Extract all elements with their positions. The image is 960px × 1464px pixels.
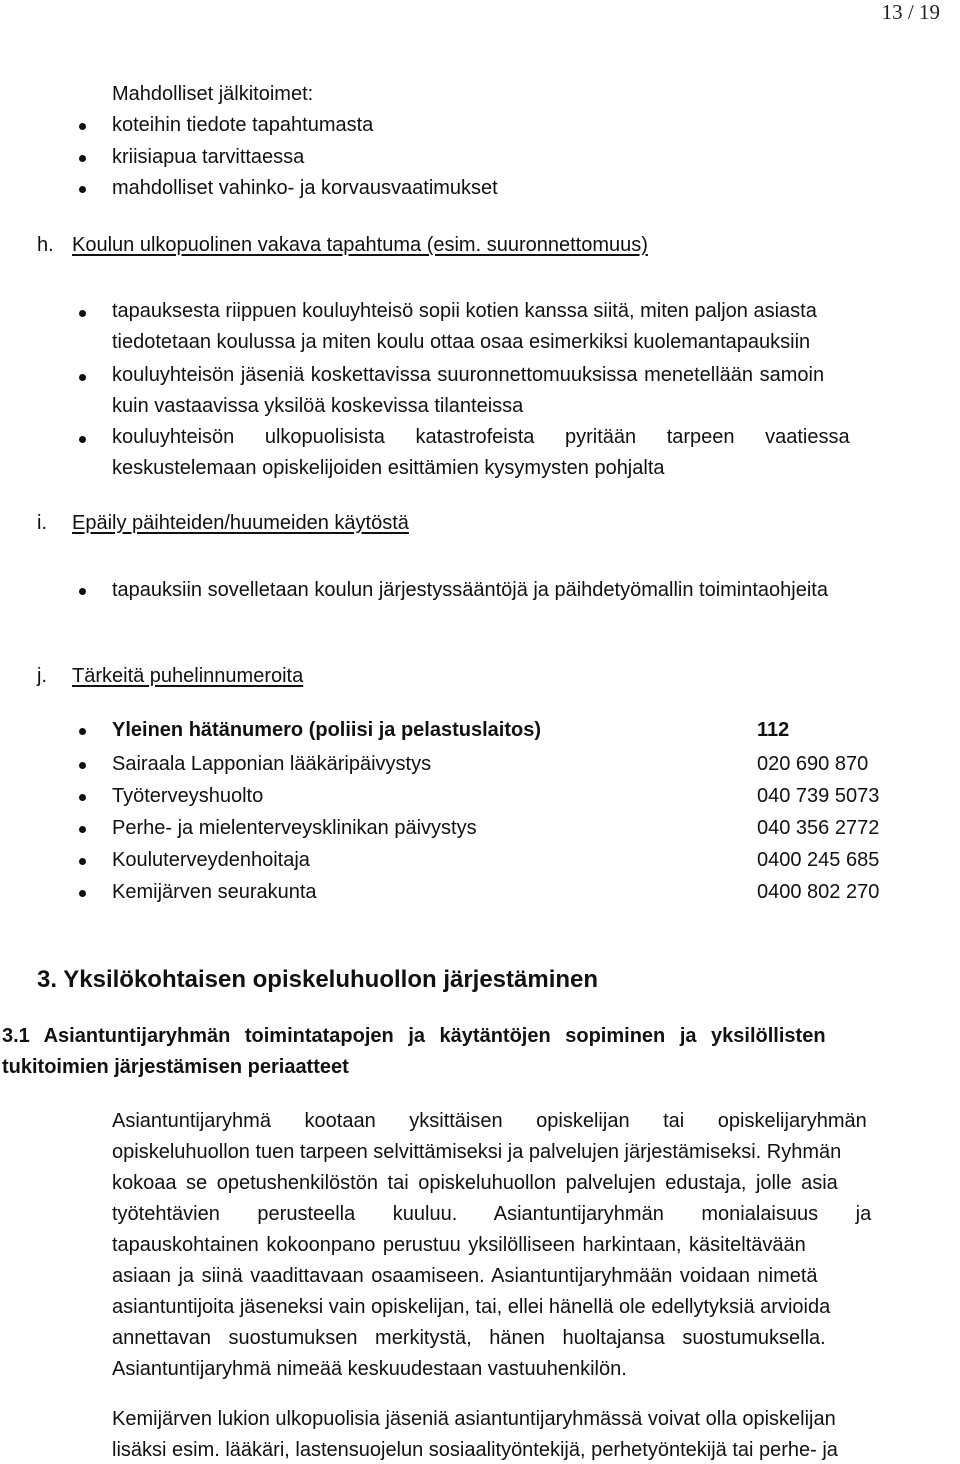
list-item: kriisiapua tarvittaessa (112, 146, 305, 168)
list-item-line: kouluyhteisön ulkopuolisista katastrofeista pyritään tarpeen vaatiessa (112, 426, 850, 448)
section-i-title: Epäily päihteiden/huumeiden käytöstä (72, 512, 409, 534)
section-3-1-heading (2, 1024, 957, 1084)
list-item-line: tiedotetaan koulussa ja miten koulu ottaa osaa esimerkiksi kuolemantapauksiin (112, 331, 811, 353)
list-item-line: keskustelemaan opiskelijoiden esittämien kysymysten pohjalta (112, 457, 665, 479)
paragraph-1 (112, 1109, 958, 1399)
section-h-letter: h. (37, 234, 54, 256)
phone-name: Sairaala Lapponian lääkäripäivystys (112, 753, 432, 775)
paragraph-2 (112, 1407, 958, 1464)
phone-number: 040 356 2772 (757, 817, 880, 839)
page-number: 13 / 19 (881, 0, 940, 24)
paragraph-line: työtehtävien perusteella kuuluu. Asiantuntijaryhmän monialaisuus ja (112, 1203, 872, 1225)
heading-line: 3.1 Asiantuntijaryhmän toimintatapojen ja käytäntöjen sopiminen ja yksilöllisten (2, 1025, 826, 1047)
bullet-icon (79, 762, 86, 769)
bullet-icon (79, 794, 86, 801)
phone-number: 040 739 5073 (757, 785, 880, 807)
bullet-icon (79, 728, 86, 735)
paragraph-line: tapauskohtainen kokoonpano perustuu yksilölliseen harkintaan, käsiteltävään (112, 1234, 806, 1256)
heading-line: tukitoimien järjestämisen periaatteet (2, 1056, 349, 1078)
section-j-title: Tärkeitä puhelinnumeroita (72, 665, 304, 687)
section-3-heading: 3. Yksilökohtaisen opiskeluhuollon järjestäminen (37, 966, 599, 993)
bullet-icon (79, 186, 86, 193)
paragraph-line: opiskeluhuollon tuen tarpeen selvittämiseksi ja palvelujen järjestämiseksi. Ryhmän (112, 1141, 842, 1163)
paragraph-line: Asiantuntijaryhmä kootaan yksittäisen opiskelijan tai opiskelijaryhmän (112, 1110, 867, 1132)
list-item: koteihin tiedote tapahtumasta (112, 114, 374, 136)
bullet-icon (79, 890, 86, 897)
list-item (112, 363, 957, 423)
paragraph-line: asiantuntijoita jäseneksi vain opiskelijan, tai, ellei hänellä ole edellytyksiä arvioida (112, 1296, 831, 1318)
list-item-line: kuin vastaavissa yksilöä koskevissa tilanteissa (112, 395, 524, 417)
paragraph-line: annettavan suostumuksen merkitystä, hänen huoltajansa suostumuksella. (112, 1327, 826, 1349)
list-item-line: kouluyhteisön jäseniä koskettavissa suuronnettomuuksissa menetellään samoin (112, 364, 825, 386)
list-item (112, 425, 957, 485)
bullet-icon (79, 374, 86, 381)
paragraph-line: lisäksi esim. lääkäri, lastensuojelun sosiaalityöntekijä, perhetyöntekijä tai perhe- ja (112, 1439, 838, 1461)
bullet-icon (79, 858, 86, 865)
phone-name: Kemijärven seurakunta (112, 881, 317, 903)
phone-number: 112 (757, 719, 790, 741)
list-item (112, 299, 957, 359)
bullet-icon (79, 155, 86, 162)
bullet-icon (79, 436, 86, 443)
phone-name: Kouluterveydenhoitaja (112, 849, 310, 871)
bullet-icon (79, 123, 86, 130)
paragraph-line: kokoaa se opetushenkilöstön tai opiskeluhuollon palvelujen edustaja, jolle asia (112, 1172, 838, 1194)
list-item-line: tapauksesta riippuen kouluyhteisö sopii kotien kanssa siitä, miten paljon asiasta (112, 300, 817, 322)
list-item: mahdolliset vahinko- ja korvausvaatimukset (112, 177, 498, 199)
followup-heading: Mahdolliset jälkitoimet: (112, 83, 314, 105)
bullet-icon (79, 588, 86, 595)
bullet-icon (79, 826, 86, 833)
paragraph-line: Asiantuntijaryhmä nimeää keskuudestaan vastuuhenkilön. (112, 1358, 627, 1380)
section-h-title: Koulun ulkopuolinen vakava tapahtuma (esim. suuronnettomuus) (72, 234, 648, 256)
phone-name: Yleinen hätänumero (poliisi ja pelastuslaitos) (112, 719, 541, 741)
bullet-icon (79, 310, 86, 317)
list-item: tapauksiin sovelletaan koulun järjestyssääntöjä ja päihdetyömallin toimintaohjeita (112, 579, 828, 601)
paragraph-line: Kemijärven lukion ulkopuolisia jäseniä asiantuntijaryhmässä voivat olla opiskelijan (112, 1408, 836, 1430)
phone-number: 020 690 870 (757, 753, 869, 775)
section-j-letter: j. (37, 665, 47, 687)
phone-number: 0400 802 270 (757, 881, 880, 903)
phone-number: 0400 245 685 (757, 849, 880, 871)
phone-name: Työterveyshuolto (112, 785, 264, 807)
paragraph-line: asiaan ja siinä vaadittavaan osaamiseen. Asiantuntijaryhmään voidaan nimetä (112, 1265, 818, 1287)
phone-name: Perhe- ja mielenterveysklinikan päivystys (112, 817, 477, 839)
section-i-letter: i. (37, 512, 47, 534)
